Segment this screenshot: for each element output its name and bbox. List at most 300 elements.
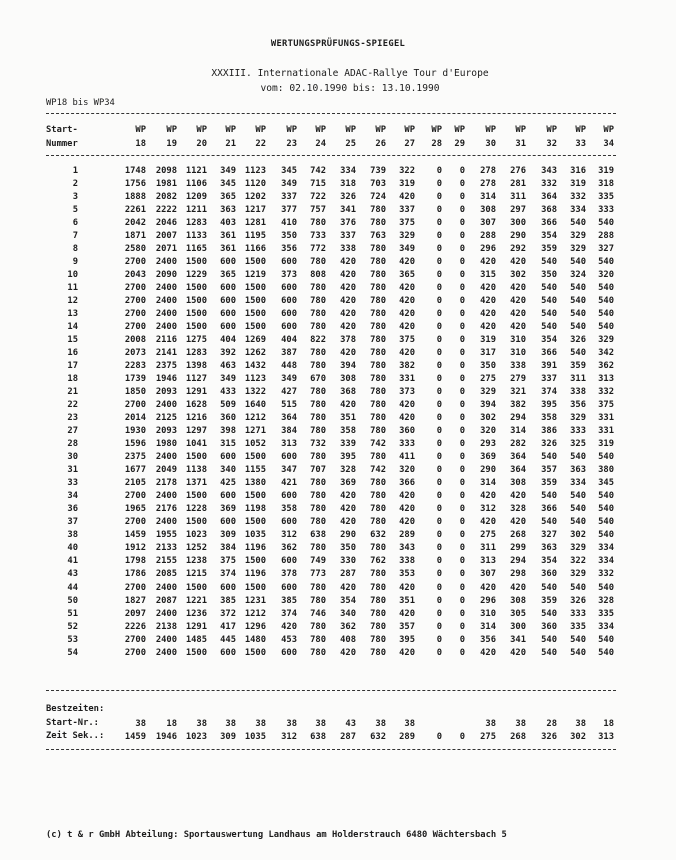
time-cell: 0: [436, 192, 442, 203]
time-cell: 1035: [244, 530, 266, 541]
time-cell: 0: [436, 465, 442, 476]
time-cell: 780: [370, 595, 386, 606]
best-cell: 18: [166, 719, 177, 729]
time-cell: 707: [310, 465, 326, 476]
time-cell: 1212: [244, 608, 266, 619]
time-cell: 1269: [244, 335, 266, 346]
time-cell: 378: [340, 335, 356, 346]
table-row: [46, 451, 616, 464]
time-cell: 420: [510, 647, 526, 658]
time-cell: 349: [281, 374, 297, 385]
time-cell: 420: [399, 647, 415, 658]
time-cell: 334: [570, 478, 586, 489]
time-cell: 1155: [244, 465, 266, 476]
time-cell: 2141: [155, 348, 177, 359]
time-cell: 1238: [185, 556, 207, 567]
time-cell: 292: [510, 244, 526, 255]
best-row-label: Zeit Sek..:: [46, 731, 105, 741]
time-cell: 369: [220, 504, 236, 515]
time-cell: 335: [598, 608, 614, 619]
wp-number: 21: [225, 139, 236, 149]
time-cell: 392: [220, 348, 236, 359]
time-cell: 365: [399, 270, 415, 281]
time-cell: 387: [281, 348, 297, 359]
time-cell: 1485: [185, 634, 207, 645]
table-row: [46, 243, 616, 256]
time-cell: 420: [399, 491, 415, 502]
best-cell: 38: [225, 719, 236, 729]
time-cell: 1166: [244, 244, 266, 255]
time-cell: 2700: [124, 322, 146, 333]
time-cell: 324: [570, 270, 586, 281]
time-cell: 374: [541, 387, 557, 398]
time-cell: 356: [480, 634, 496, 645]
time-cell: 359: [570, 361, 586, 372]
best-label: Bestzeiten:: [46, 704, 105, 714]
time-cell: 540: [570, 283, 586, 294]
time-cell: 1215: [185, 569, 207, 580]
time-cell: 332: [598, 387, 614, 398]
time-cell: 1221: [185, 595, 207, 606]
time-cell: 310: [510, 348, 526, 359]
start-number: 11: [67, 283, 78, 294]
time-cell: 364: [510, 465, 526, 476]
time-cell: 2400: [155, 309, 177, 320]
time-cell: 282: [510, 439, 526, 450]
time-cell: 0: [459, 556, 465, 567]
wp-number: 29: [454, 139, 465, 149]
time-cell: 365: [220, 270, 236, 281]
start-number: 1: [72, 166, 78, 176]
time-cell: 420: [399, 322, 415, 333]
table-row: [46, 347, 616, 360]
time-cell: 638: [310, 530, 326, 541]
time-cell: 378: [281, 569, 297, 580]
time-cell: 307: [480, 218, 496, 229]
time-cell: 420: [340, 270, 356, 281]
time-cell: 540: [570, 218, 586, 229]
time-cell: 0: [436, 283, 442, 294]
time-cell: 540: [570, 296, 586, 307]
time-cell: 0: [459, 270, 465, 281]
start-label-1: Start-: [46, 125, 78, 135]
time-cell: 780: [310, 452, 326, 463]
time-cell: 540: [541, 582, 557, 593]
time-cell: 780: [370, 374, 386, 385]
time-cell: 2098: [155, 166, 177, 176]
start-number: 50: [67, 595, 78, 606]
time-cell: 2400: [155, 283, 177, 294]
time-cell: 308: [480, 205, 496, 216]
time-cell: 780: [370, 348, 386, 359]
time-cell: 540: [570, 257, 586, 268]
time-cell: 332: [598, 569, 614, 580]
time-cell: 540: [570, 634, 586, 645]
start-number: 5: [72, 205, 78, 216]
time-cell: 351: [399, 595, 415, 606]
time-cell: 417: [220, 621, 236, 632]
time-cell: 0: [436, 621, 442, 632]
time-cell: 420: [480, 296, 496, 307]
time-cell: 1955: [155, 530, 177, 541]
time-cell: 780: [310, 400, 326, 411]
time-cell: 780: [370, 205, 386, 216]
time-cell: 420: [340, 517, 356, 528]
time-cell: 1596: [124, 439, 146, 450]
table-row: [46, 634, 616, 647]
time-cell: 2105: [124, 478, 146, 489]
time-cell: 1219: [244, 270, 266, 281]
time-cell: 540: [598, 530, 614, 541]
time-cell: 433: [220, 387, 236, 398]
wp-label: WP: [603, 125, 614, 135]
time-cell: 2178: [155, 478, 177, 489]
time-cell: 780: [370, 517, 386, 528]
time-cell: 1231: [244, 595, 266, 606]
time-cell: 0: [459, 426, 465, 437]
time-cell: 420: [340, 582, 356, 593]
time-cell: 780: [310, 218, 326, 229]
time-cell: 300: [510, 621, 526, 632]
time-cell: 1371: [185, 478, 207, 489]
time-cell: 2176: [155, 504, 177, 515]
time-cell: 742: [310, 166, 326, 176]
time-cell: 780: [310, 517, 326, 528]
time-cell: 2700: [124, 634, 146, 645]
time-cell: 600: [281, 517, 297, 528]
time-cell: 780: [370, 387, 386, 398]
time-cell: 317: [480, 348, 496, 359]
start-number: 34: [67, 491, 78, 502]
time-cell: 1500: [244, 309, 266, 320]
time-cell: 375: [399, 335, 415, 346]
wp-number: 25: [345, 139, 356, 149]
time-cell: 360: [399, 426, 415, 437]
wp-label: WP: [404, 125, 415, 135]
time-cell: 1500: [185, 491, 207, 502]
time-cell: 600: [281, 647, 297, 658]
time-cell: 1500: [244, 322, 266, 333]
time-cell: 313: [281, 439, 297, 450]
time-cell: 1229: [185, 270, 207, 281]
time-cell: 332: [570, 192, 586, 203]
start-number: 53: [67, 634, 78, 645]
time-cell: 780: [370, 413, 386, 424]
time-cell: 375: [399, 218, 415, 229]
time-cell: 340: [340, 608, 356, 619]
time-cell: 290: [480, 465, 496, 476]
time-cell: 420: [399, 582, 415, 593]
table-row: [46, 386, 616, 399]
time-cell: 420: [399, 192, 415, 203]
time-cell: 302: [570, 530, 586, 541]
start-number: 2: [72, 179, 78, 190]
time-cell: 1228: [185, 504, 207, 515]
time-cell: 375: [220, 556, 236, 567]
time-cell: 515: [281, 400, 297, 411]
time-cell: 420: [480, 517, 496, 528]
time-cell: 757: [310, 205, 326, 216]
time-cell: 733: [310, 231, 326, 242]
time-cell: 374: [281, 608, 297, 619]
time-cell: 337: [399, 205, 415, 216]
time-cell: 343: [541, 166, 557, 176]
time-cell: 313: [598, 374, 614, 385]
start-number: 36: [67, 504, 78, 515]
time-cell: 288: [480, 231, 496, 242]
time-cell: 333: [598, 205, 614, 216]
start-number: 9: [72, 257, 78, 268]
time-cell: 337: [541, 374, 557, 385]
time-cell: 354: [541, 335, 557, 346]
time-cell: 278: [480, 166, 496, 176]
time-cell: 0: [459, 387, 465, 398]
start-number: 41: [67, 556, 78, 567]
best-cell: 43: [345, 719, 356, 729]
time-cell: 420: [399, 296, 415, 307]
time-cell: 1432: [244, 361, 266, 372]
time-cell: 382: [510, 400, 526, 411]
time-cell: 1786: [124, 569, 146, 580]
time-cell: 386: [541, 426, 557, 437]
time-cell: 1459: [124, 530, 146, 541]
time-cell: 600: [220, 517, 236, 528]
time-cell: 351: [340, 413, 356, 424]
time-cell: 2400: [155, 491, 177, 502]
time-cell: 0: [459, 231, 465, 242]
wp-label: WP: [225, 125, 236, 135]
time-cell: 0: [436, 309, 442, 320]
time-cell: 780: [370, 400, 386, 411]
table-row: [46, 464, 616, 477]
time-cell: 325: [570, 439, 586, 450]
time-cell: 2400: [155, 400, 177, 411]
time-cell: 780: [310, 504, 326, 515]
time-cell: 374: [220, 569, 236, 580]
time-cell: 2375: [124, 452, 146, 463]
time-cell: 362: [340, 621, 356, 632]
table-row: [46, 412, 616, 425]
best-cell: 38: [485, 719, 496, 729]
time-cell: 540: [570, 322, 586, 333]
table-row: [46, 516, 616, 529]
time-cell: 314: [480, 621, 496, 632]
best-cell: 38: [255, 719, 266, 729]
time-cell: 425: [220, 478, 236, 489]
time-cell: 0: [436, 387, 442, 398]
wp-number: 22: [255, 139, 266, 149]
best-cell: 287: [340, 732, 356, 742]
time-cell: 420: [399, 400, 415, 411]
time-cell: 780: [370, 569, 386, 580]
time-cell: 354: [541, 231, 557, 242]
time-cell: 349: [399, 244, 415, 255]
time-cell: 2071: [155, 244, 177, 255]
wp-number: 19: [166, 139, 177, 149]
time-cell: 1297: [185, 426, 207, 437]
time-cell: 0: [436, 504, 442, 515]
time-cell: 0: [459, 192, 465, 203]
time-cell: 305: [510, 608, 526, 619]
time-cell: 1739: [124, 374, 146, 385]
time-cell: 358: [340, 426, 356, 437]
time-cell: 600: [281, 322, 297, 333]
time-cell: 780: [310, 309, 326, 320]
best-cell: 638: [310, 732, 326, 742]
time-cell: 2073: [124, 348, 146, 359]
time-cell: 0: [459, 374, 465, 385]
time-cell: 360: [541, 569, 557, 580]
time-cell: 1123: [244, 166, 266, 176]
time-cell: 780: [370, 504, 386, 515]
time-cell: 0: [436, 491, 442, 502]
start-number: 30: [67, 452, 78, 463]
time-cell: 0: [436, 231, 442, 242]
time-cell: 411: [399, 452, 415, 463]
time-cell: 363: [570, 465, 586, 476]
time-cell: 338: [510, 361, 526, 372]
time-cell: 297: [510, 205, 526, 216]
time-cell: 364: [510, 452, 526, 463]
time-cell: 2046: [155, 218, 177, 229]
time-cell: 0: [436, 296, 442, 307]
time-cell: 338: [570, 387, 586, 398]
table-row: [46, 165, 616, 178]
start-number: 18: [67, 374, 78, 385]
table-row: [46, 425, 616, 438]
table-row: [46, 217, 616, 230]
best-cell: 1023: [185, 732, 207, 742]
time-cell: 600: [220, 283, 236, 294]
time-cell: 600: [220, 452, 236, 463]
time-cell: 341: [340, 205, 356, 216]
time-cell: 331: [399, 374, 415, 385]
time-cell: 420: [340, 400, 356, 411]
time-cell: 2400: [155, 647, 177, 658]
time-cell: 330: [340, 556, 356, 567]
time-cell: 2226: [124, 621, 146, 632]
time-cell: 385: [281, 595, 297, 606]
wp-label: WP: [485, 125, 496, 135]
time-cell: 2222: [155, 205, 177, 216]
time-cell: 340: [220, 465, 236, 476]
time-cell: 2700: [124, 309, 146, 320]
time-cell: 749: [310, 556, 326, 567]
start-number: 38: [67, 530, 78, 541]
time-cell: 772: [310, 244, 326, 255]
table-row: [46, 282, 616, 295]
time-cell: 1946: [155, 374, 177, 385]
time-cell: 329: [399, 231, 415, 242]
time-cell: 540: [598, 218, 614, 229]
time-cell: 1271: [244, 426, 266, 437]
time-cell: 1888: [124, 192, 146, 203]
time-cell: 0: [436, 608, 442, 619]
time-cell: 2283: [124, 361, 146, 372]
time-cell: 0: [436, 595, 442, 606]
time-cell: 540: [598, 491, 614, 502]
time-cell: 0: [459, 296, 465, 307]
table-row: [46, 256, 616, 269]
time-cell: 384: [281, 426, 297, 437]
table-row: [46, 230, 616, 243]
time-cell: 780: [370, 335, 386, 346]
time-cell: 420: [399, 348, 415, 359]
time-cell: 0: [436, 374, 442, 385]
wp-label: WP: [431, 125, 442, 135]
time-cell: 294: [510, 556, 526, 567]
time-cell: 1262: [244, 348, 266, 359]
start-number: 28: [67, 439, 78, 450]
time-cell: 780: [310, 387, 326, 398]
time-cell: 0: [459, 205, 465, 216]
time-cell: 448: [281, 361, 297, 372]
start-number: 15: [67, 335, 78, 346]
table-row: [46, 490, 616, 503]
time-cell: 404: [220, 335, 236, 346]
table-row: [46, 321, 616, 334]
time-cell: 314: [480, 192, 496, 203]
time-cell: 332: [541, 179, 557, 190]
time-cell: 359: [541, 478, 557, 489]
time-cell: 314: [510, 426, 526, 437]
time-cell: 356: [570, 400, 586, 411]
wp-number: 33: [575, 139, 586, 149]
time-cell: 540: [541, 491, 557, 502]
time-cell: 2700: [124, 296, 146, 307]
time-cell: 780: [370, 296, 386, 307]
time-cell: 540: [541, 257, 557, 268]
time-cell: 275: [480, 530, 496, 541]
time-cell: 1123: [244, 374, 266, 385]
time-cell: 1283: [185, 218, 207, 229]
time-cell: 1398: [185, 361, 207, 372]
time-cell: 0: [459, 582, 465, 593]
time-cell: 313: [480, 556, 496, 567]
time-cell: 356: [281, 244, 297, 255]
time-cell: 420: [340, 257, 356, 268]
best-cell: 38: [375, 719, 386, 729]
time-cell: 1500: [185, 582, 207, 593]
time-cell: 329: [480, 387, 496, 398]
table-row: [46, 503, 616, 516]
start-number: 8: [72, 244, 78, 255]
time-cell: 1106: [185, 179, 207, 190]
time-cell: 780: [310, 413, 326, 424]
time-cell: 314: [480, 478, 496, 489]
time-cell: 1052: [244, 439, 266, 450]
time-cell: 2700: [124, 257, 146, 268]
time-cell: 0: [436, 452, 442, 463]
start-number: 10: [67, 270, 78, 281]
time-cell: 420: [399, 257, 415, 268]
time-cell: 420: [510, 296, 526, 307]
time-cell: 420: [281, 621, 297, 632]
time-cell: 311: [510, 192, 526, 203]
time-cell: 1748: [124, 166, 146, 176]
time-cell: 375: [598, 400, 614, 411]
time-cell: 384: [220, 543, 236, 554]
time-cell: 0: [436, 322, 442, 333]
time-cell: 320: [598, 270, 614, 281]
time-cell: 420: [340, 348, 356, 359]
time-cell: 329: [570, 244, 586, 255]
time-cell: 361: [220, 244, 236, 255]
time-cell: 739: [370, 166, 386, 176]
time-cell: 780: [370, 608, 386, 619]
start-number: 31: [67, 465, 78, 476]
time-cell: 2082: [155, 192, 177, 203]
